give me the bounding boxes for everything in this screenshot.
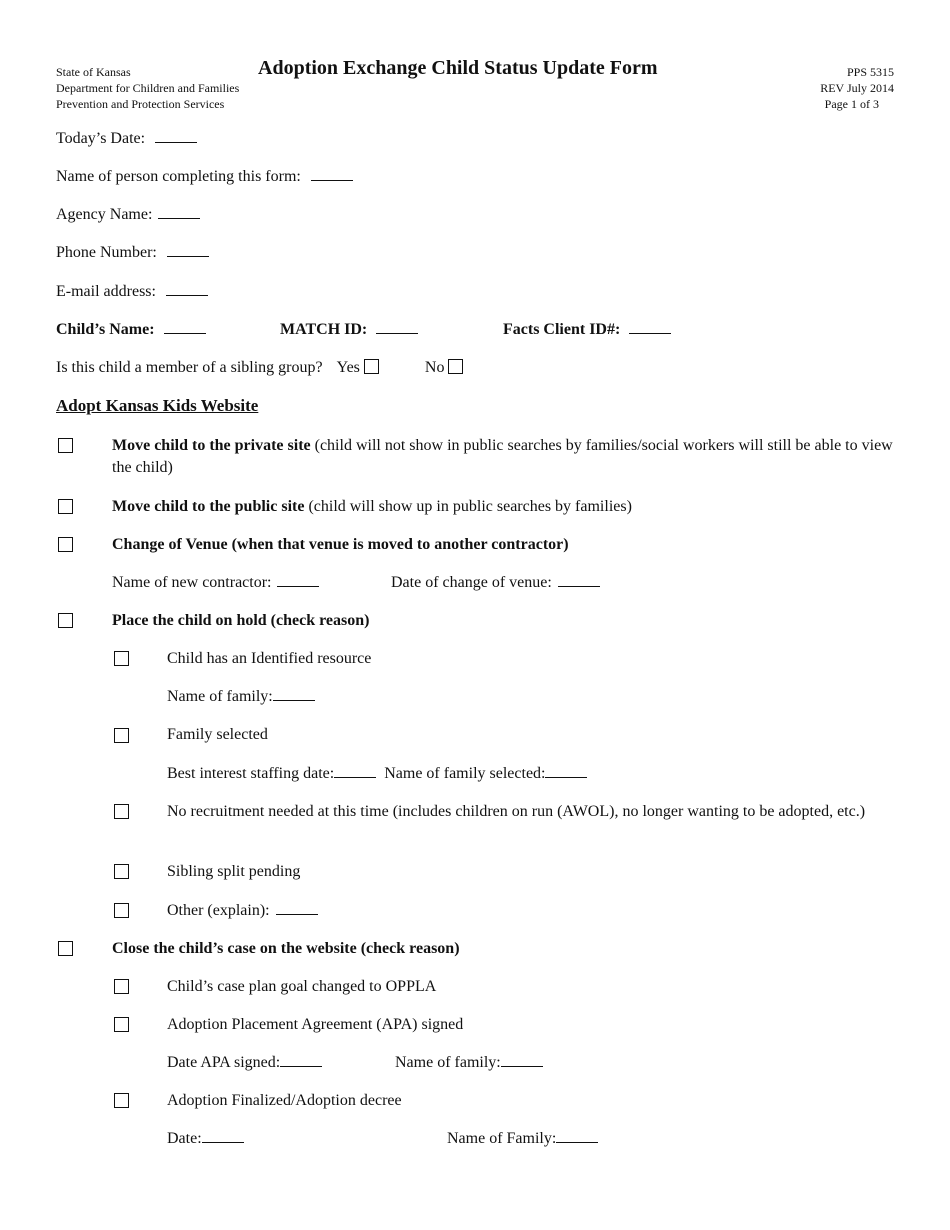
section-title: Adopt Kansas Kids Website: [56, 396, 259, 415]
identified-family-row: [167, 686, 315, 708]
identified-resource-label: Child has an Identified resource: [167, 650, 372, 667]
todays-date-label: Today’s Date:: [56, 130, 146, 147]
childs-name-label: Child’s Name:: [56, 321, 155, 338]
todays-date-input[interactable]: [155, 128, 197, 143]
best-interest-label: Best interest staffing date:: [167, 765, 335, 782]
person-completing-input[interactable]: [311, 166, 353, 181]
apa-family-row: [395, 1052, 543, 1074]
phone-number-label: Phone Number:: [56, 244, 157, 261]
apa-family-label: Name of family:: [395, 1054, 501, 1071]
private-site-description: (child will not show in public searches by families/social workers will still be able to view the child): [112, 437, 893, 476]
sibling-question: Is this child a member of a sibling group?: [56, 359, 323, 376]
oppla-checkbox[interactable]: [114, 979, 129, 994]
sibling-no-label: No: [424, 359, 445, 376]
name-family-selected-label: Name of family selected:: [384, 765, 546, 782]
agency-line-3: Prevention and Protection Services: [56, 97, 225, 111]
place-on-hold-checkbox[interactable]: [58, 613, 73, 628]
identified-resource-checkbox[interactable]: [114, 651, 129, 666]
match-id-input[interactable]: [376, 319, 418, 334]
public-site-label: Move child to the public site: [112, 498, 305, 515]
name-family-selected-input[interactable]: [545, 763, 587, 778]
agency-block: [56, 64, 239, 112]
sibling-yes-checkbox[interactable]: [364, 359, 379, 374]
family-selected-checkbox[interactable]: [114, 728, 129, 743]
date-apa-label: Date APA signed:: [167, 1054, 281, 1071]
finalized-family-input[interactable]: [556, 1128, 598, 1143]
place-on-hold-label: Place the child on hold (check reason): [112, 612, 370, 629]
finalized-date-label: Date:: [167, 1130, 202, 1147]
best-interest-row: [167, 763, 587, 785]
change-venue-checkbox[interactable]: [58, 537, 73, 552]
agency-line-1: State of Kansas: [56, 65, 131, 79]
finalized-date-row: [167, 1128, 244, 1150]
childs-name-input[interactable]: [164, 319, 206, 334]
match-id-label: MATCH ID:: [280, 321, 368, 338]
finalized-checkbox[interactable]: [114, 1093, 129, 1108]
phone-number-input[interactable]: [167, 242, 209, 257]
page-number: Page 1 of 3: [824, 97, 879, 111]
apa-family-input[interactable]: [501, 1052, 543, 1067]
agency-name-row: [56, 204, 200, 226]
sibling-yes-label: Yes: [336, 359, 360, 376]
oppla-label: Child’s case plan goal changed to OPPLA: [167, 978, 437, 995]
change-venue-label: Change of Venue (when that venue is moved to another contractor): [112, 536, 569, 553]
new-contractor-input[interactable]: [277, 572, 319, 587]
no-recruitment-checkbox[interactable]: [114, 804, 129, 819]
agency-name-label: Agency Name:: [56, 206, 153, 223]
no-recruitment-label: No recruitment needed at this time (includes children on run (AWOL), no longer wanting to be adopted, etc.): [167, 803, 866, 820]
todays-date-row: [56, 128, 197, 150]
other-input[interactable]: [276, 900, 318, 915]
revision-date: REV July 2014: [820, 81, 894, 95]
identified-family-label: Name of family:: [167, 688, 273, 705]
new-contractor-label: Name of new contractor:: [112, 574, 272, 591]
finalized-label: Adoption Finalized/Adoption decree: [167, 1092, 402, 1109]
email-input[interactable]: [166, 281, 208, 296]
private-site-label: Move child to the private site: [112, 437, 311, 454]
date-apa-row: [167, 1052, 322, 1074]
venue-date-input[interactable]: [558, 572, 600, 587]
venue-date-label: Date of change of venue:: [391, 574, 552, 591]
sibling-group-row: [56, 357, 463, 379]
venue-date-row: [391, 572, 600, 594]
childs-name-row: [56, 319, 206, 341]
finalized-date-input[interactable]: [202, 1128, 244, 1143]
email-row: [56, 281, 208, 303]
apa-signed-checkbox[interactable]: [114, 1017, 129, 1032]
new-contractor-row: [112, 572, 319, 594]
email-label: E-mail address:: [56, 283, 156, 300]
person-completing-row: [56, 166, 353, 188]
facts-client-id-row: [503, 319, 671, 341]
facts-client-id-input[interactable]: [629, 319, 671, 334]
identified-family-input[interactable]: [273, 686, 315, 701]
phone-number-row: [56, 242, 209, 264]
match-id-row: [280, 319, 418, 341]
other-label: Other (explain):: [167, 902, 270, 919]
private-site-checkbox[interactable]: [58, 438, 73, 453]
sibling-no-checkbox[interactable]: [448, 359, 463, 374]
form-title: Adoption Exchange Child Status Update Form: [258, 57, 658, 79]
agency-line-2: Department for Children and Families: [56, 81, 240, 95]
private-site-option: [112, 435, 902, 479]
sibling-split-checkbox[interactable]: [114, 864, 129, 879]
other-row: [167, 900, 318, 922]
person-completing-label: Name of person completing this form:: [56, 168, 301, 185]
public-site-option: [112, 496, 632, 518]
finalized-family-label: Name of Family:: [447, 1130, 557, 1147]
date-apa-input[interactable]: [280, 1052, 322, 1067]
form-number: PPS 5315: [846, 65, 894, 79]
close-case-label: Close the child’s case on the website (check reason): [112, 940, 460, 957]
apa-signed-label: Adoption Placement Agreement (APA) signed: [167, 1016, 464, 1033]
facts-client-id-label: Facts Client ID#:: [503, 321, 621, 338]
form-info-block: [820, 64, 894, 112]
family-selected-label: Family selected: [167, 726, 268, 743]
finalized-family-row: [447, 1128, 598, 1150]
best-interest-input[interactable]: [334, 763, 376, 778]
agency-name-input[interactable]: [158, 204, 200, 219]
public-site-description: (child will show up in public searches by families): [304, 498, 632, 515]
other-checkbox[interactable]: [114, 903, 129, 918]
close-case-checkbox[interactable]: [58, 941, 73, 956]
public-site-checkbox[interactable]: [58, 499, 73, 514]
sibling-split-label: Sibling split pending: [167, 863, 301, 880]
